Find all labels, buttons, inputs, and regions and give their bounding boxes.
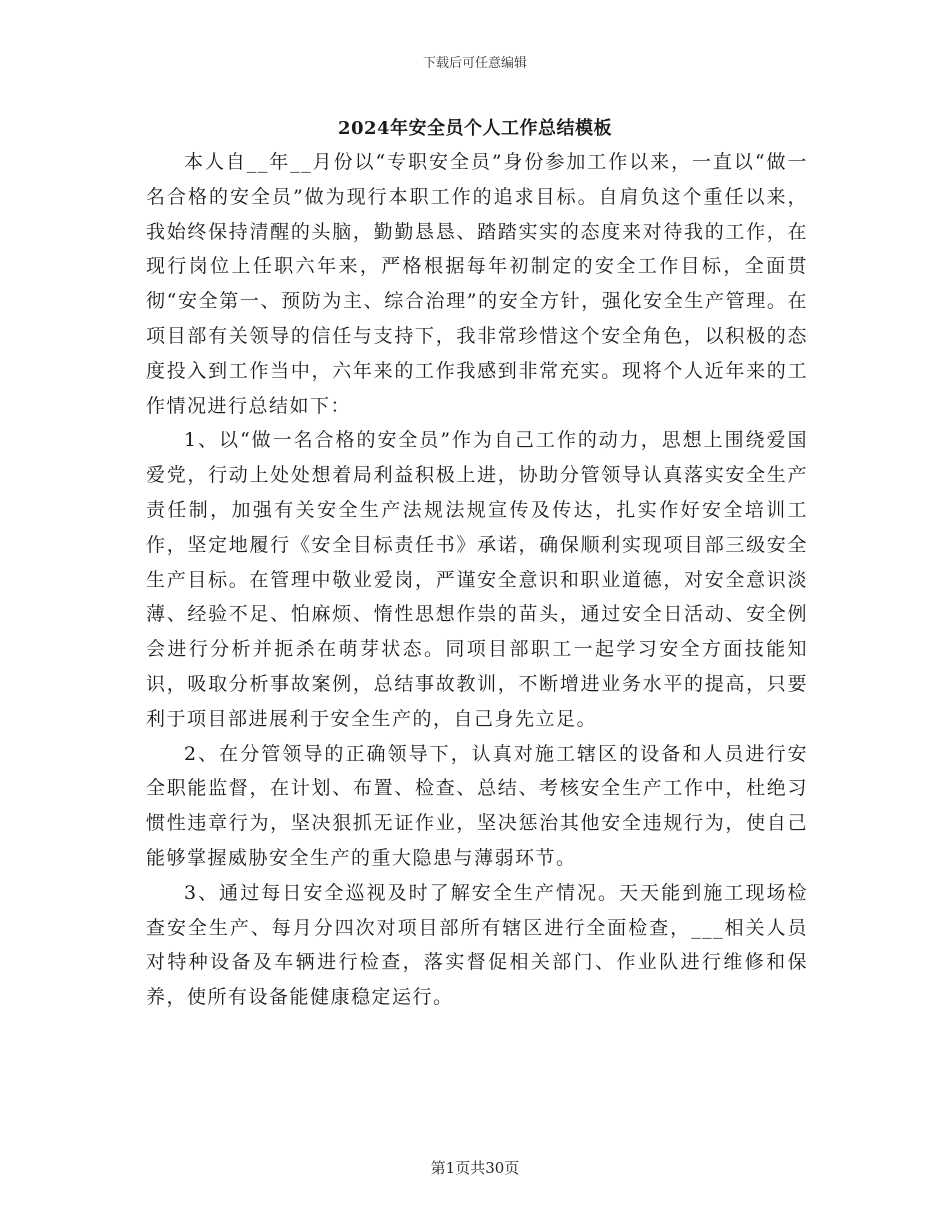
page-number-indicator: 第1页共30页 (430, 1159, 520, 1177)
page-header-note: 下载后可任意编辑 (422, 56, 527, 71)
document-title: 2024年安全员个人工作总结模板 (337, 118, 613, 139)
paragraph-item-1: 1、以“做一名合格的安全员”作为自己工作的动力，思想上围绕爱国爱党，行动上处处想着局利益积极上进，协助分管领导认真落实安全生产责任制，加强有关安全生产法规法规宣传及传达，扎实作好安全培训工作，坚定地履行《安全目标责任书》承诺，确保顺利实现项目部三级安全生产目标。在管理中敬业爱岗，严谨安全意识和职业道德，对安全意识淡薄、经验不足、怕麻烦、惰性思想作祟的苗头，通过安全日活动、安全例会进行分析并扼杀在萌芽状态。同项目部职工一起学习安全方面技能知识，吸取分析事故案例，总结事故教训，不断增进业务水平的提高，只要利于项目部进展利于安全生产的，自己身先立足。 (146, 429, 808, 730)
paragraph-intro: 本人自__年__月份以“专职安全员”身份参加工作以来，一直以“做一名合格的安全员”做为现行本职工作的追求目标。自肩负这个重任以来，我始终保持清醒的头脑，勤勤恳恳、踏踏实实的态度来对待我的工作，在现行岗位上任职六年来，严格根据每年初制定的安全工作目标，全面贯彻“安全第一、预防为主、综合治理”的安全方针，强化安全生产管理。在项目部有关领导的信任与支持下，我非常珍惜这个安全角色，以积极的态度投入到工作当中，六年来的工作我感到非常充实。现将个人近年来的工作情况进行总结如下： (146, 151, 808, 417)
document-body (146, 145, 808, 1015)
paragraph-item-2: 2、在分管领导的正确领导下，认真对施工辖区的设备和人员进行安全职能监督，在计划、布置、检查、总结、考核安全生产工作中，杜绝习惯性违章行为，坚决狠抓无证作业，坚决惩治其他安全违规行为，使自己能够掌握威胁安全生产的重大隐患与薄弱环节。 (146, 742, 808, 869)
paragraph-item-3: 3、通过每日安全巡视及时了解安全生产情况。天天能到施工现场检查安全生产、每月分四次对项目部所有辖区进行全面检查，___相关人员对特种设备及车辆进行检查，落实督促相关部门、作业队进行维修和保养，使所有设备能健康稳定运行。 (146, 881, 808, 1009)
